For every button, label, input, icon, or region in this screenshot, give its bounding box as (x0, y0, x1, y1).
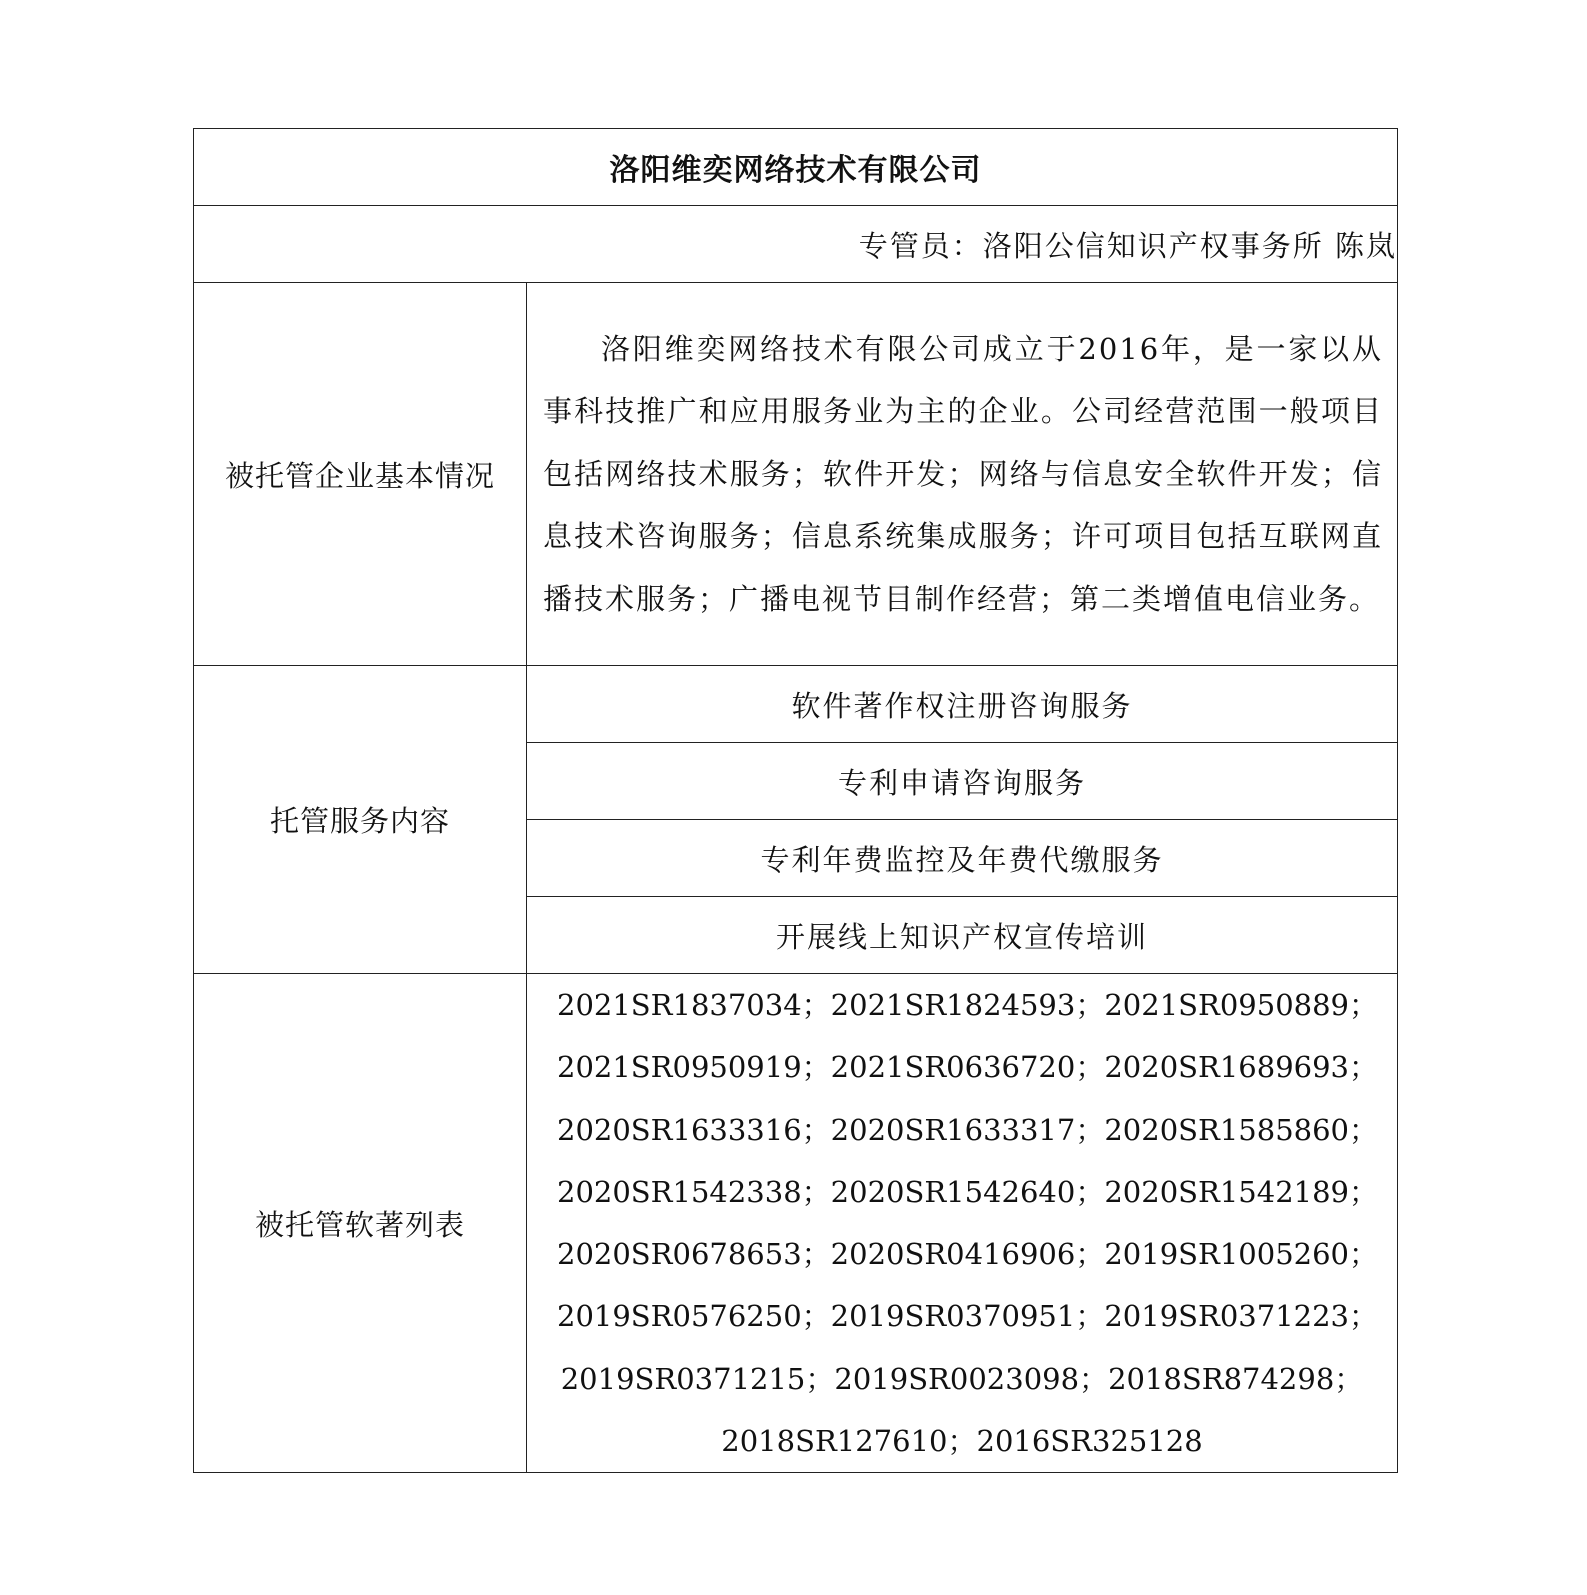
registration-line (557, 1099, 1379, 1161)
registration-number: 2021SR1837034； (557, 988, 831, 1022)
registration-number: 2019SR0576250； (557, 1299, 831, 1334)
basic-info-label: 被托管企业基本情况 (194, 283, 527, 666)
registration-line (557, 1161, 1379, 1223)
registration-number: 2020SR1542338； (557, 1174, 831, 1209)
registration-number: 2020SR1633317； (830, 1112, 1105, 1147)
registration-number: 2020SR1633316； (557, 1112, 831, 1147)
registration-line (557, 1285, 1379, 1347)
manager-value: 洛阳公信知识产权事务所 陈岚 (982, 228, 1397, 263)
basic-info-text: 洛阳维奕网络技术有限公司成立于2016年，是一家以从事科技推广和应用服务业为主的企业。公司经营范围一般项目包括网络技术服务；软件开发；网络与信息安全软件开发；信息技术咨询服务；信息系统集成服务；许可项目包括互联网直播技术服务；广播电视节目制作经营；第二类增值电信业务。 (527, 283, 1398, 666)
registration-number: 2021SR0636720； (830, 1050, 1105, 1085)
registrations-label: 被托管软著列表 (194, 974, 527, 1473)
registration-number: 2018SR127610； (721, 1424, 977, 1459)
manager-row (194, 206, 1398, 283)
registration-line (557, 1348, 1367, 1410)
registration-number: 2020SR0678653； (557, 1237, 831, 1272)
service-item: 开展线上知识产权宣传培训 (527, 897, 1398, 974)
manager-label: 专管员： (858, 228, 983, 263)
registration-number: 2020SR0416906； (830, 1237, 1105, 1272)
service-row (194, 666, 1398, 743)
registration-line (557, 1410, 1367, 1472)
services-label: 托管服务内容 (194, 666, 527, 974)
registration-line (557, 1036, 1379, 1098)
registration-number: 2020SR1542189； (1104, 1174, 1379, 1209)
service-item: 专利年费监控及年费代缴服务 (527, 820, 1398, 897)
registration-number: 2020SR1542640； (830, 1174, 1105, 1209)
registration-number: 2021SR0950889； (1104, 988, 1379, 1022)
registration-number: 2019SR0370951； (830, 1299, 1105, 1334)
registration-number: 2021SR0950919； (557, 1050, 831, 1085)
info-table (193, 128, 1398, 1473)
company-title: 洛阳维奕网络技术有限公司 (194, 129, 1398, 206)
registrations-row (194, 974, 1398, 1473)
registration-line (557, 1223, 1379, 1285)
service-item: 软件著作权注册咨询服务 (527, 666, 1398, 743)
registration-number: 2021SR1824593； (830, 988, 1105, 1022)
title-row (194, 129, 1398, 206)
registration-number: 2019SR0371215； (560, 1361, 835, 1396)
basic-info-row (194, 283, 1398, 666)
manager-cell (194, 206, 1398, 283)
registration-number: 2020SR1585860； (1104, 1112, 1379, 1147)
registration-number: 2020SR1689693； (1104, 1050, 1379, 1085)
registrations-list (527, 974, 1398, 1473)
registration-number: 2019SR1005260； (1104, 1237, 1379, 1272)
registration-number: 2016SR325128 (976, 1424, 1203, 1459)
registration-number: 2018SR874298； (1108, 1361, 1364, 1396)
registration-number: 2019SR0371223； (1104, 1299, 1379, 1334)
service-item: 专利申请咨询服务 (527, 743, 1398, 820)
registration-line (557, 974, 1379, 1036)
registration-number: 2019SR0023098； (834, 1361, 1109, 1396)
